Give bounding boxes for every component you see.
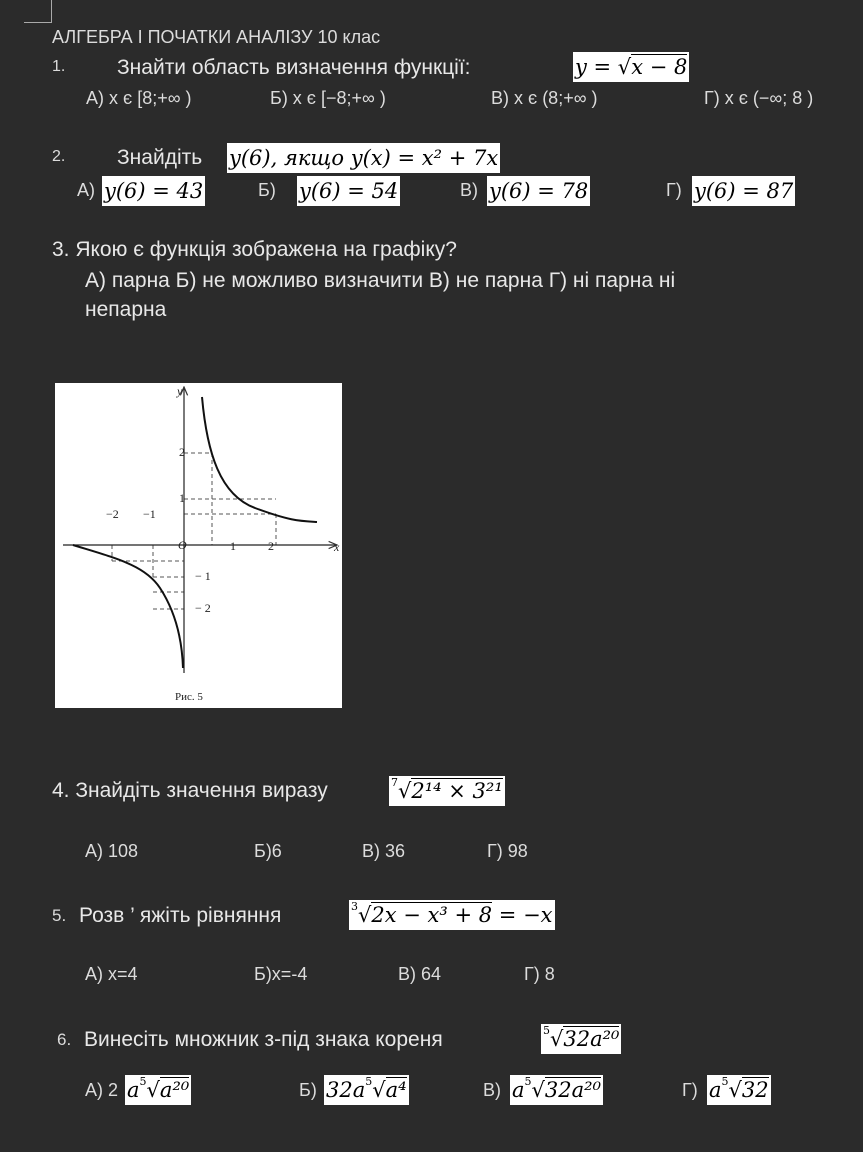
q1-option-b[interactable]: Б) x є [−8;+∞ ) <box>270 88 386 108</box>
q4-option-a[interactable]: А) 108 <box>85 841 139 861</box>
y-tick-label: − 1 <box>195 569 211 583</box>
x-tick-label: 2 <box>268 539 274 553</box>
q5-option-b[interactable]: Б)x=-4 <box>254 964 308 984</box>
dashed-guides <box>112 453 276 609</box>
q4-text: 4. Знайдіть значення виразу <box>52 779 328 802</box>
q5-option-c[interactable]: В) 64 <box>398 964 442 984</box>
q6-option-c[interactable]: $a^5√32a^{20}$ <box>510 1075 603 1105</box>
x-axis-label: x <box>334 540 340 554</box>
q2-option-c-label: В) <box>460 180 478 200</box>
q4-option-b[interactable]: Б)6 <box>254 841 282 861</box>
q4-option-d[interactable]: Г) 98 <box>487 841 528 861</box>
hyperbola-branch-left <box>73 545 183 668</box>
q1-formula: y = √x − 8 <box>573 52 689 82</box>
q2-text: Знайдіть <box>117 146 203 169</box>
x-tick-label: −2 <box>106 507 119 521</box>
q1-number: 1. <box>52 58 66 75</box>
q4-formula: $^7$√2¹⁴ × 3²¹ <box>389 776 505 806</box>
header: АЛГЕБРА І ПОЧАТКИ АНАЛІЗУ 10 клас <box>52 27 381 47</box>
q6-option-a-label: А) 2 <box>85 1080 119 1100</box>
q6-formula: $^5$√32a²⁰ <box>541 1024 621 1054</box>
q1-text: Знайти область визначення функції: <box>117 56 471 79</box>
y-axis-label: y <box>177 384 183 398</box>
q6-option-b[interactable]: $32a^5√a^4$ <box>324 1075 409 1105</box>
y-tick-label: − 2 <box>195 601 211 615</box>
q6-option-b-label: Б) <box>299 1080 317 1100</box>
function-graph-figure <box>55 383 342 708</box>
hyperbola-branch-right <box>202 397 317 522</box>
y-tick-label: 1 <box>179 491 185 505</box>
q2-option-d-label: Г) <box>666 180 682 200</box>
q1-option-c[interactable]: В) x є (8;+∞ ) <box>491 88 598 108</box>
x-tick-label: 1 <box>230 539 236 553</box>
q2-number: 2. <box>52 148 66 165</box>
q3-options-line1[interactable]: А) парна Б) не можливо визначити В) не парна Г) ні парна ні <box>85 269 676 292</box>
q2-option-c[interactable]: y(6) = 78 <box>487 176 590 206</box>
q5-option-d[interactable]: Г) 8 <box>524 964 555 984</box>
q2-option-b[interactable]: y(6) = 54 <box>297 176 400 206</box>
graph-svg <box>55 383 342 708</box>
x-tick-label: −1 <box>143 507 156 521</box>
q2-option-b-label: Б) <box>258 180 276 200</box>
q2-option-a[interactable]: y(6) = 43 <box>102 176 205 206</box>
q1-option-a[interactable]: А) x є [8;+∞ ) <box>86 88 192 108</box>
origin-label: O <box>178 538 187 552</box>
q5-option-a[interactable]: А) x=4 <box>85 964 138 984</box>
q3-options-line2[interactable]: непарна <box>85 298 167 321</box>
q5-text: Розв ’ яжіть рівняння <box>79 904 282 927</box>
q6-option-a[interactable]: $a^5√a^{20}$ <box>125 1075 191 1105</box>
q2-option-a-label: А) <box>77 180 95 200</box>
figure-caption: Рис. 5 <box>175 691 203 703</box>
q6-option-d[interactable]: $a^5√32$ <box>707 1075 771 1105</box>
q6-text: Винесіть множник з-під знака кореня <box>84 1028 443 1051</box>
q3-text: 3. Якою є функція зображена на графіку? <box>52 238 457 261</box>
q1-option-d[interactable]: Г) x є (−∞; 8 ) <box>704 88 814 108</box>
q4-option-c[interactable]: В) 36 <box>362 841 406 861</box>
q6-option-d-label: Г) <box>682 1080 698 1100</box>
q5-number: 5. <box>52 906 67 925</box>
q6-option-c-label: В) <box>483 1080 501 1100</box>
q5-formula: $^3$√2x − x³ + 8 = −x <box>349 900 555 930</box>
q6-number: 6. <box>57 1030 72 1049</box>
page-corner-mark <box>24 0 52 23</box>
y-tick-label: 2 <box>179 445 185 459</box>
q2-option-d[interactable]: y(6) = 87 <box>692 176 795 206</box>
q2-formula: y(6), якщо y(x) = x² + 7x <box>227 143 500 173</box>
